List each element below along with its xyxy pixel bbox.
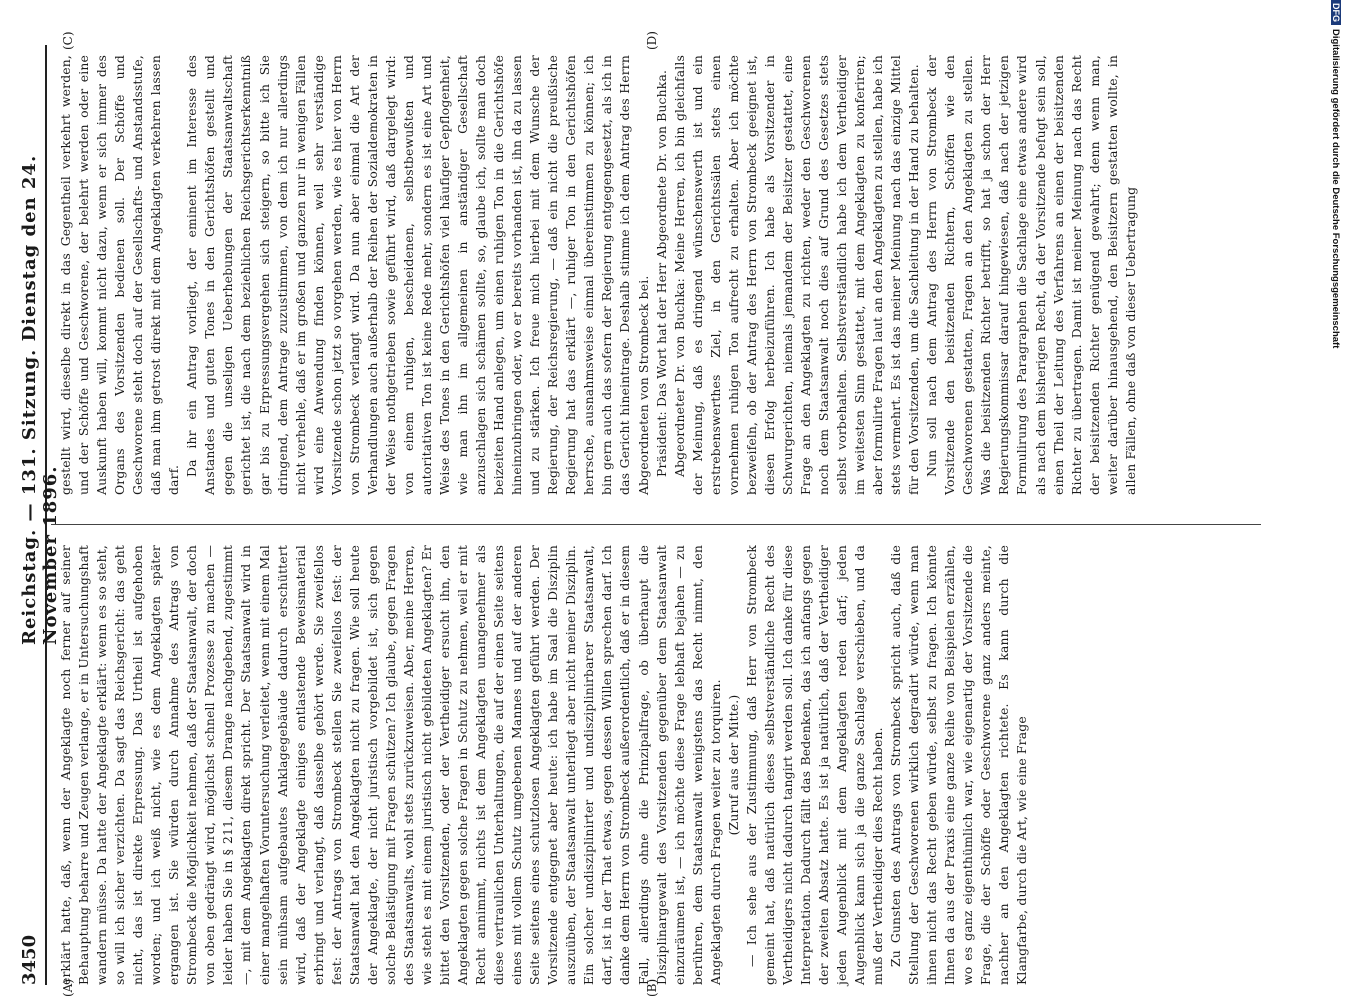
speaker-president: Präsident: Das Wort hat der Herr Abgeordnete Dr. von Buchka. bbox=[653, 69, 669, 477]
paragraph: Da ihr ein Antrag vorliegt, der eminent im Interesse des Anstandes und guten Tones in den Gerichtshöfen gestellt und gegen die unseligen Ueberhebungen der Staatsanwaltschaft gerichtet ist, die nach dem beziehlichen Reichsgerichtserkenntniß gar bis zu Erpressungsvergehen sich steigern, so bitte ich Sie dringend, dem Antrage zuzustimmen, von dem ich nur allerdings nicht verhehle, daß er im großen und ganzen nur in wenigen Fällen wird eine Anwendung finden können, weil sehr verständige Vorsitzende schon jetzt so vorgehen werden, wie es hier von Herrn von Strombeck verlangt wird. Da nun aber einmal die Art der Verhandlungen auch außerhalb der Reihen der Sozialdemokraten in der Weise nothgetrieben sowie geführt wird, daß dargelegt wird: von einem ruhigen, bescheidenen, selbstbewußten und autoritativen Ton ist keine Rede mehr, sondern es ist eine Art und Weise des Tones in den Gerichtshöfen viel häufiger Gepflogenheit, wie man ihn im allgemeinen in anständiger Gesellschaft anzuschlagen sich schämen sollte, so, glaube ich, sollte man doch beizeiten Hand anlegen, um einen ruhigen Ton in die Gerichtshöfe hineinzubringen oder, wo er bereits vorhanden ist, ihn da zu lassen und zu stärken. Ich freue mich hierbei mit dem Wunsche der Regierung, der Reichsregierung, — daß ein nicht die preußische Regierung hat das erklärt —, ruhiger Ton in den Gerichtshöfen herrsche, ausnahmsweise einmal übereinstimmen zu können; ich bin gern auch das sofern der Regierung entgegengesetzt, als ich in das Gericht hineintrage. Deshalb stimme ich dem Antrag des Herrn Abgeordneten von Strombeck bei. bbox=[184, 55, 651, 495]
paragraph: — Ich sehe aus der Zustimmung, daß Herr von Strombeck gemeint hat, daß natürlich dieses selbstverständliche Recht des Vertheidigers nicht dadurch tangirt werden soll. Ich danke für diese Interpretation. Dadurch fällt das Bedenken, das ich anfangs gegen der zweiten Absatz hatte. Es ist ja natürlich, daß der Vertheidiger jeden Augenblick mit dem Angeklagten reden darf; jeden Augenblick kann sich ja die ganze Sachlage verschieben, und da muß der Vertheidiger dies Recht haben. bbox=[743, 545, 886, 985]
page-number: 3450 bbox=[19, 934, 40, 985]
paragraph: gestellt wird, dieselbe direkt in das Gegentheil verkehrt werden, und der Schöffe und Geschworene, der belehrt werden oder eine Auskunft haben will, kommt nicht dazu, wenn er sich immer des Organs des Vorsitzenden bedienen soll. Der Schöffe und Geschworene steht doch auf der Gesellschafts- und Anstandsstufe, daß man ihm getrost direkt mit dem Angeklagten verkehren lassen darf. bbox=[58, 55, 182, 495]
right-column bbox=[57, 55, 1140, 495]
left-column bbox=[57, 545, 1032, 985]
paragraph: erklärt hatte, daß, wenn der Angeklagte noch ferner auf seiner Behauptung beharre und Zeugen verlange, er in Untersuchungshaft wandern müsse. Da hatte der Angeklagte erklärt: wenn es so steht, so will ich sicher verzichten. Da sagt das Reichsgericht: das geht nicht, das ist direkte Erpressung. Das Urtheil ist aufgehoben worden; und ich weiß nicht, wie es dem Angeklagten später ergangen ist. Sie würden durch Annahme des Antrags von Strombeck die Möglichkeit nehmen, daß der Staatsanwalt, der doch von oben gedrängt wird, möglichst schnell Prozesse zu machen — leider haben Sie in § 211, diesem Drange nachgebend, zugestimmt —, mit dem Angeklagten direkt spricht. Der Staatsanwalt wird in einer mangelhaften Voruntersuchung verleitet, wenn mit einem Mal sein mühsam aufgebautes Anklagegebäude dadurch erschüttert wird, daß der Angeklagte einiges entlastende Beweismaterial erbringt und verlangt, daß dasselbe gehört werde. Sie zweifellos fest: der Antrags von Strombeck stellen Sie zweifellos fest: der Staatsanwalt hat den Angeklagten nicht zu fragen. Wie soll heute der Angeklagte, der nicht juristisch vorgebildet ist, sich gegen solche Belästigung mit Fragen schützen? Ich glaube, gegen Fragen des Staatsanwalts, wohl stets zurückzuweisen. Aber, meine Herren, wie steht es mit einem juristisch nicht gebildeten Angeklagten? Er bittet den Vorsitzenden, oder der Vertheidiger ersucht ihn, den Angeklagten gegen solche Fragen in Schutz zu nehmen, weil er mit Recht annimmt, nichts ist dem Angeklagten unangenehmer als diese vertraulichen Unterhaltungen, die auf der einen Seite seitens eines mit vollem Schutz umgebenen Mannes und auf der anderen Seite seitens eines schutzlosen Angeklagten geführt werden. Der Vorsitzende entgegnet aber heute: ich habe im Saal die Disziplin auszuüben, der Staatsanwalt unterliegt aber nicht meiner Disziplin. Ein solcher undisziplinirter und undisziplinirbarer Staatsanwalt, darf, ist in der That etwas, gegen dessen Willen sprechen darf. Ich danke dem Herrn von Strombeck außerordentlich, daß er in diesem Fall, allerdings ohne die Prinzipalfrage, ob überhaupt die Disziplinargewalt des Vorsitzenden gegenüber dem Staatsanwalt einzuräumen ist, — ich möchte diese Frage lebhaft bejahen — zu berühren, dem Staatsanwalt wenigstens das Recht nimmt, den Angeklagten durch Fragen weiter zu torquiren. bbox=[58, 545, 723, 985]
marker-a: (A) bbox=[61, 978, 75, 997]
session-title: Reichstag. — 131. Sitzung. Dienstag den 24. November 1896. bbox=[19, 154, 61, 645]
speaker-buchka: Abgeordneter Dr. von Buchka: Meine Herren, ich bin gleichfalls der Meinung, daß es dringend wünschenswerth ist und ein erstrebenswerthes Ziel, in den Gerichtssälen stets einen vornehmen ruhigen Ton aufrecht zu erhalten. Aber ich möchte bezweifeln, ob der Antrag des Herrn von Strombeck geeignet ist, diesen Erfolg herbeizuführen. Ich habe als Vorsitzender in Schwurgerichten, niemals jemandem der Beisitzer gestattet, eine Frage an den Angeklagten zu richten, weder den Geschworenen noch dem Staatsanwalt noch dies auf Grund des Gesetzes stets selbst vorbehalten. Selbstverständlich habe ich dem Vertheidiger im weitesten Sinn gestattet, mit dem Angeklagten zu konferiren; aber formulirte Fragen laut an den Angeklagten zu stellen, habe ich stets vermehrt. Es ist das meiner Meinung nach das einzige Mittel für den Vorsitzenden, um die Sachleitung in der Hand zu behalten. bbox=[671, 55, 922, 495]
page-header bbox=[5, 45, 61, 985]
interjection: (Zuruf aus der Mitte.) bbox=[725, 694, 741, 836]
digitization-note bbox=[1311, 0, 1349, 1000]
dfg-logo: DFG bbox=[1331, 0, 1341, 25]
column-rule bbox=[51, 524, 1261, 525]
rotated-page bbox=[5, 31, 1305, 997]
marker-d: (D) bbox=[645, 31, 659, 50]
digitization-text: Digitalisierung gefördert durch die Deutsche Forschungsgemeinschaft bbox=[1330, 29, 1341, 349]
paragraph: Zu Gunsten des Antrags von Strombeck spricht auch, daß die Stellung der Geschworenen wirklich degradirt würde, wenn man ihnen nicht das Recht geben würde, selbst zu fragen. Ich könnte Ihnen da aus der Praxis eine ganze Reihe von Beispielen erzählen, wo es ganz eigenthümlich war, wie eigenartig der Vorsitzende die Frage, die der Schöffe oder Geschworene ganz anders meinte, nachher an den Angeklagten richtete. Es kann durch die Klangfarbe, durch die Art, wie eine Frage bbox=[888, 545, 1030, 985]
paragraph: Nun soll nach dem Antrag des Herrn von Strombeck der Vorsitzende den beisitzenden Richtern, Schöffen wie den Geschworenen gestatten, Fragen an den Angeklagten zu stellen. Was die beisitzenden Richter betrifft, so hat ja schon der Herr Regierungskommissar darauf hingewiesen, daß nach der jetzigen Formulirung des Paragraphen die Sachlage eine etwas andere wird als nach dem bisherigen Recht, da der Vorsitzende befugt sein soll, einen Theil der Leitung des Verfahrens an einen der beisitzenden Richter zu übertragen. Damit ist meiner Meinung nach das Recht der beisitzenden Richter genügend gewahrt; denn wenn man, weiter darüber hinausgehend, den Beisitzern gestatten wollte, in allen Fällen, ohne daß von dieser Uebertragung bbox=[924, 55, 1138, 495]
marker-c: (C) bbox=[61, 31, 75, 50]
marker-b: (B) bbox=[645, 978, 659, 997]
